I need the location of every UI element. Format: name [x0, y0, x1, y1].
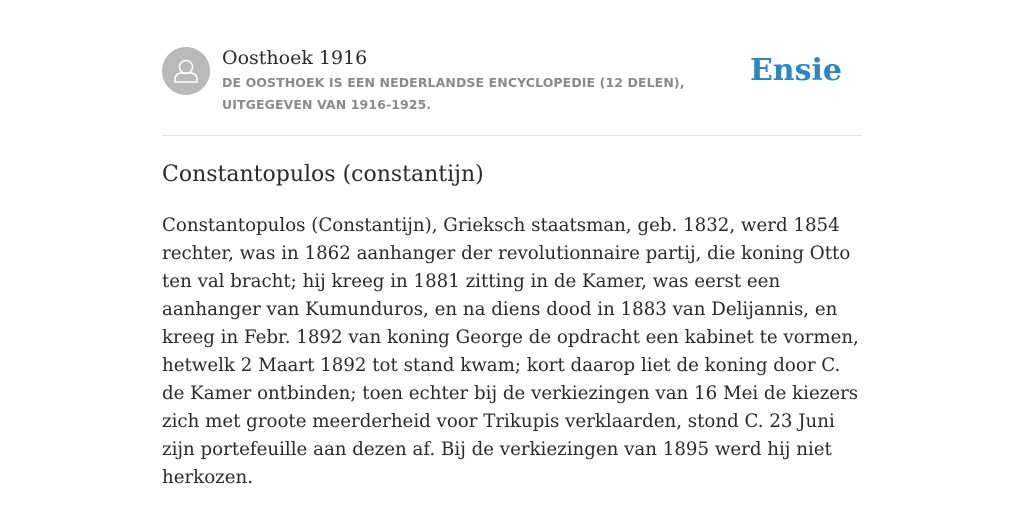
source-avatar[interactable]: [162, 47, 210, 95]
source-title[interactable]: Oosthoek 1916: [222, 47, 368, 69]
source-description: DE OOSTHOEK IS EEN NEDERLANDSE ENCYCLOPEDIE (12 DELEN), UITGEGEVEN VAN 1916-1925.: [222, 75, 685, 112]
user-silhouette-icon: [162, 47, 210, 95]
article-title: Constantopulos (constantijn): [162, 162, 484, 187]
brand-logo[interactable]: Ensie: [749, 53, 842, 88]
header-divider: [162, 135, 862, 136]
source-header: [162, 46, 862, 136]
article-body: Constantopulos (Constantijn), Grieksch staatsman, geb. 1832, werd 1854 rechter, was in 1862 aanhanger der revolutionnaire partij, die koning Otto ten val bracht; hij kreeg in 1881 zitting in de Kamer, was eerst een aanhanger van Kumunduros, en na diens dood in 1883 van Delijannis, en kreeg in Febr. 1892 van koning George de opdracht een kabinet te vormen, hetwelk 2 Maart 1892 tot stand kwam; kort daarop liet de koning door C. de Kamer ontbinden; toen echter bij de verkiezingen van 16 Mei de kiezers zich met groote meerderheid voor Trikupis verklaarden, stond C. 23 Juni zijn portefeuille aan dezen af. Bij de verkiezingen van 1895 werd hij niet herkozen.: [162, 215, 859, 488]
